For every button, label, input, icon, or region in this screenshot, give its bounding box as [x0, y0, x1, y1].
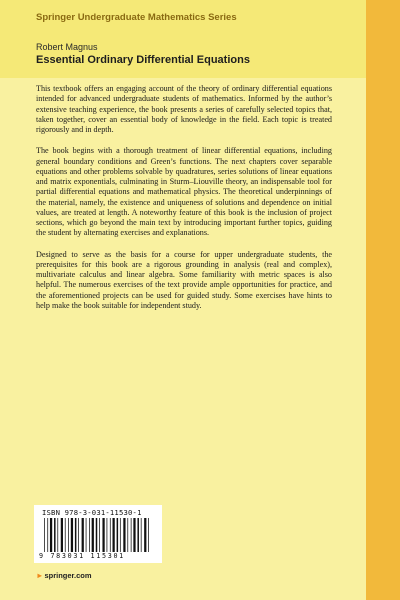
blurb-paragraph: This textbook offers an engaging account of the theory of ordinary differential equations intended for advanced undergraduate students of mathematics. Informed by the author’s extensive teaching experience, the book presents a series of carefully selected topics that, taken together, cover an essential body of knowledge in the field. Each topic is treated rigorously and in depth.	[36, 84, 332, 134]
blurb-paragraph: The book begins with a thorough treatment of linear differential equations, including general boundary conditions and Green’s functions. The next chapters cover separable equations and other problems solvable by quadratures, series solutions of linear equations and matrix exponentials, culminating in Sturm–Liouville theory, an indispensable tool for partial differential equations and mathematical physics. The theoretical underpinnings of the material, namely, the existence and uniqueness of solutions and dependence on initial values, are treated at length. A noteworthy feature of this book is the inclusion of project sections, which go beyond the main text by introducing important further topics, guiding the student by alternating exercises and explanations.	[36, 146, 332, 238]
blurb-paragraph: Designed to serve as the basis for a course for upper undergraduate students, the prerequisites for this book are a rigorous grounding in analysis (real and complex), multivariate calculus and linear algebra. Some familiarity with metric spaces is also helpful. The numerous exercises of the text provide ample opportunities for practice, and the aforementioned projects can be used for guided study. Some exercises have hints to help make the book suitable for independent study.	[36, 249, 332, 310]
book-title: Essential Ordinary Differential Equations	[36, 54, 250, 66]
isbn-number: ISBN 978-3-031-11530-1	[42, 508, 142, 517]
spine-band	[366, 0, 400, 600]
website-label: springer.com	[44, 571, 92, 580]
publisher-website[interactable]	[36, 571, 92, 580]
barcode-image	[44, 518, 152, 552]
barcode-box	[34, 505, 162, 563]
blurb	[36, 84, 332, 322]
barcode-digits: 9 783031 115301	[39, 552, 125, 560]
author-name: Robert Magnus	[36, 42, 98, 52]
series-name: Springer Undergraduate Mathematics Series	[36, 12, 237, 23]
arrow-icon: ►	[36, 571, 44, 580]
